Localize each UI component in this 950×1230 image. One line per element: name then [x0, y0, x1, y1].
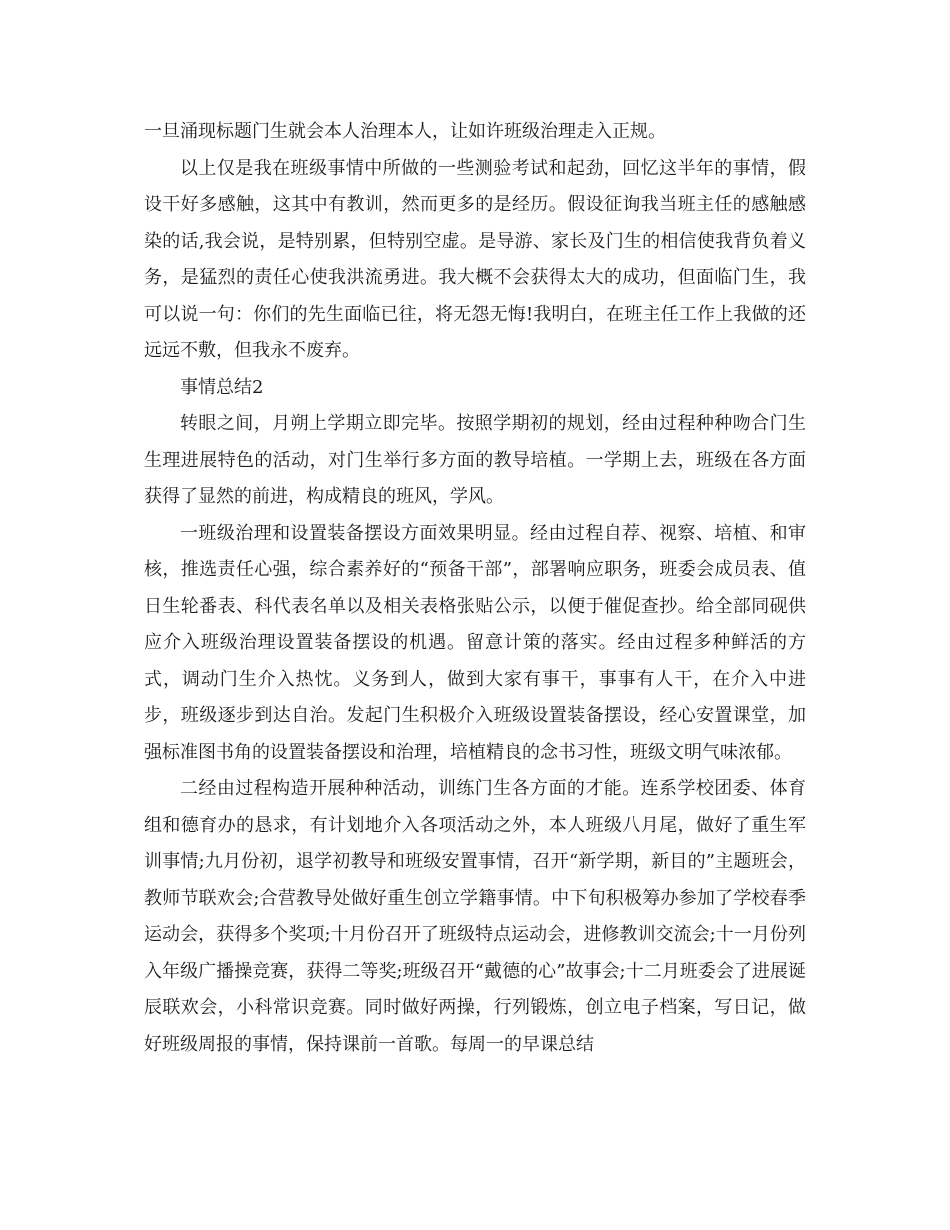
paragraph-activities: 二经由过程构造开展种种活动，训练门生各方面的才能。连系学校团委、体育组和德育办的恳求，有计划地介入各项活动之外，本人班级八月尾，做好了重生军训事情;九月份初，退学初教导和班级安置事情，召开“新学期，新目的”主题班会，教师节联欢会;合营教导处做好重生创立学籍事情。中下旬积极筹办参加了学校春季运动会，获得多个奖项;十月份召开了班级特点运动会，进修教训交流会;十一月份列入年级广播操竞赛，获得二等奖;班级召开“戴德的心”故事会;十二月班委会了进展诞辰联欢会，小科常识竞赛。同时做好两操，行列锻炼，创立电子档案，写日记，做好班级周报的事情，保持课前一首歌。每周一的早课总结 [144, 778, 806, 1055]
paragraph-reflection: 以上仅是我在班级事情中所做的一些测验考试和起劲，回忆这半年的事情，假设干好多感触，这其中有教训，然而更多的是经历。假设征询我当班主任的感触感染的话,我会说，是特别累，但特别空虚。是导游、家长及门生的相信使我背负着义务，是猛烈的责任心使我洪流勇进。我大概不会获得太大的成功，但面临门生，我可以说一句：你们的先生面临已往，将无怨无悔!我明白，在班主任工作上我做的还远远不敷，但我永不废弃。 [144, 157, 806, 361]
paragraph-continuation: 一旦涌现标题门生就会本人治理本人，让如许班级治理走入正规。 [144, 121, 666, 142]
section-heading: 事情总结2 [180, 376, 264, 398]
paragraph-class-management: 一班级治理和设置装备摆设方面效果明显。经由过程自荐、视察、培植、和审核，推选责任心强，综合素养好的“预备干部”，部署响应职务，班委会成员表、值日生轮番表、科代表名单以及相关表格张贴公示，以便于催促查抄。给全部同砚供应介入班级治理设置装备摆设的机遇。留意计策的落实。经由过程多种鲜活的方式，调动门生介入热忱。义务到人，做到大家有事干，事事有人干，在介入中进步，班级逐步到达自治。发起门生积极介入班级设置装备摆设，经心安置课堂，加强标准图书角的设置装备摆设和治理，培植精良的念书习性，班级文明气味浓郁。 [144, 522, 806, 763]
paragraph-intro: 转眼之间，月朔上学期立即完毕。按照学期初的规划，经由过程种种吻合门生生理进展特色的活动，对门生举行多方面的教导培植。一学期上去，班级在各方面获得了显然的前进，构成精良的班风，学风。 [144, 413, 806, 507]
document-body [144, 114, 806, 1063]
